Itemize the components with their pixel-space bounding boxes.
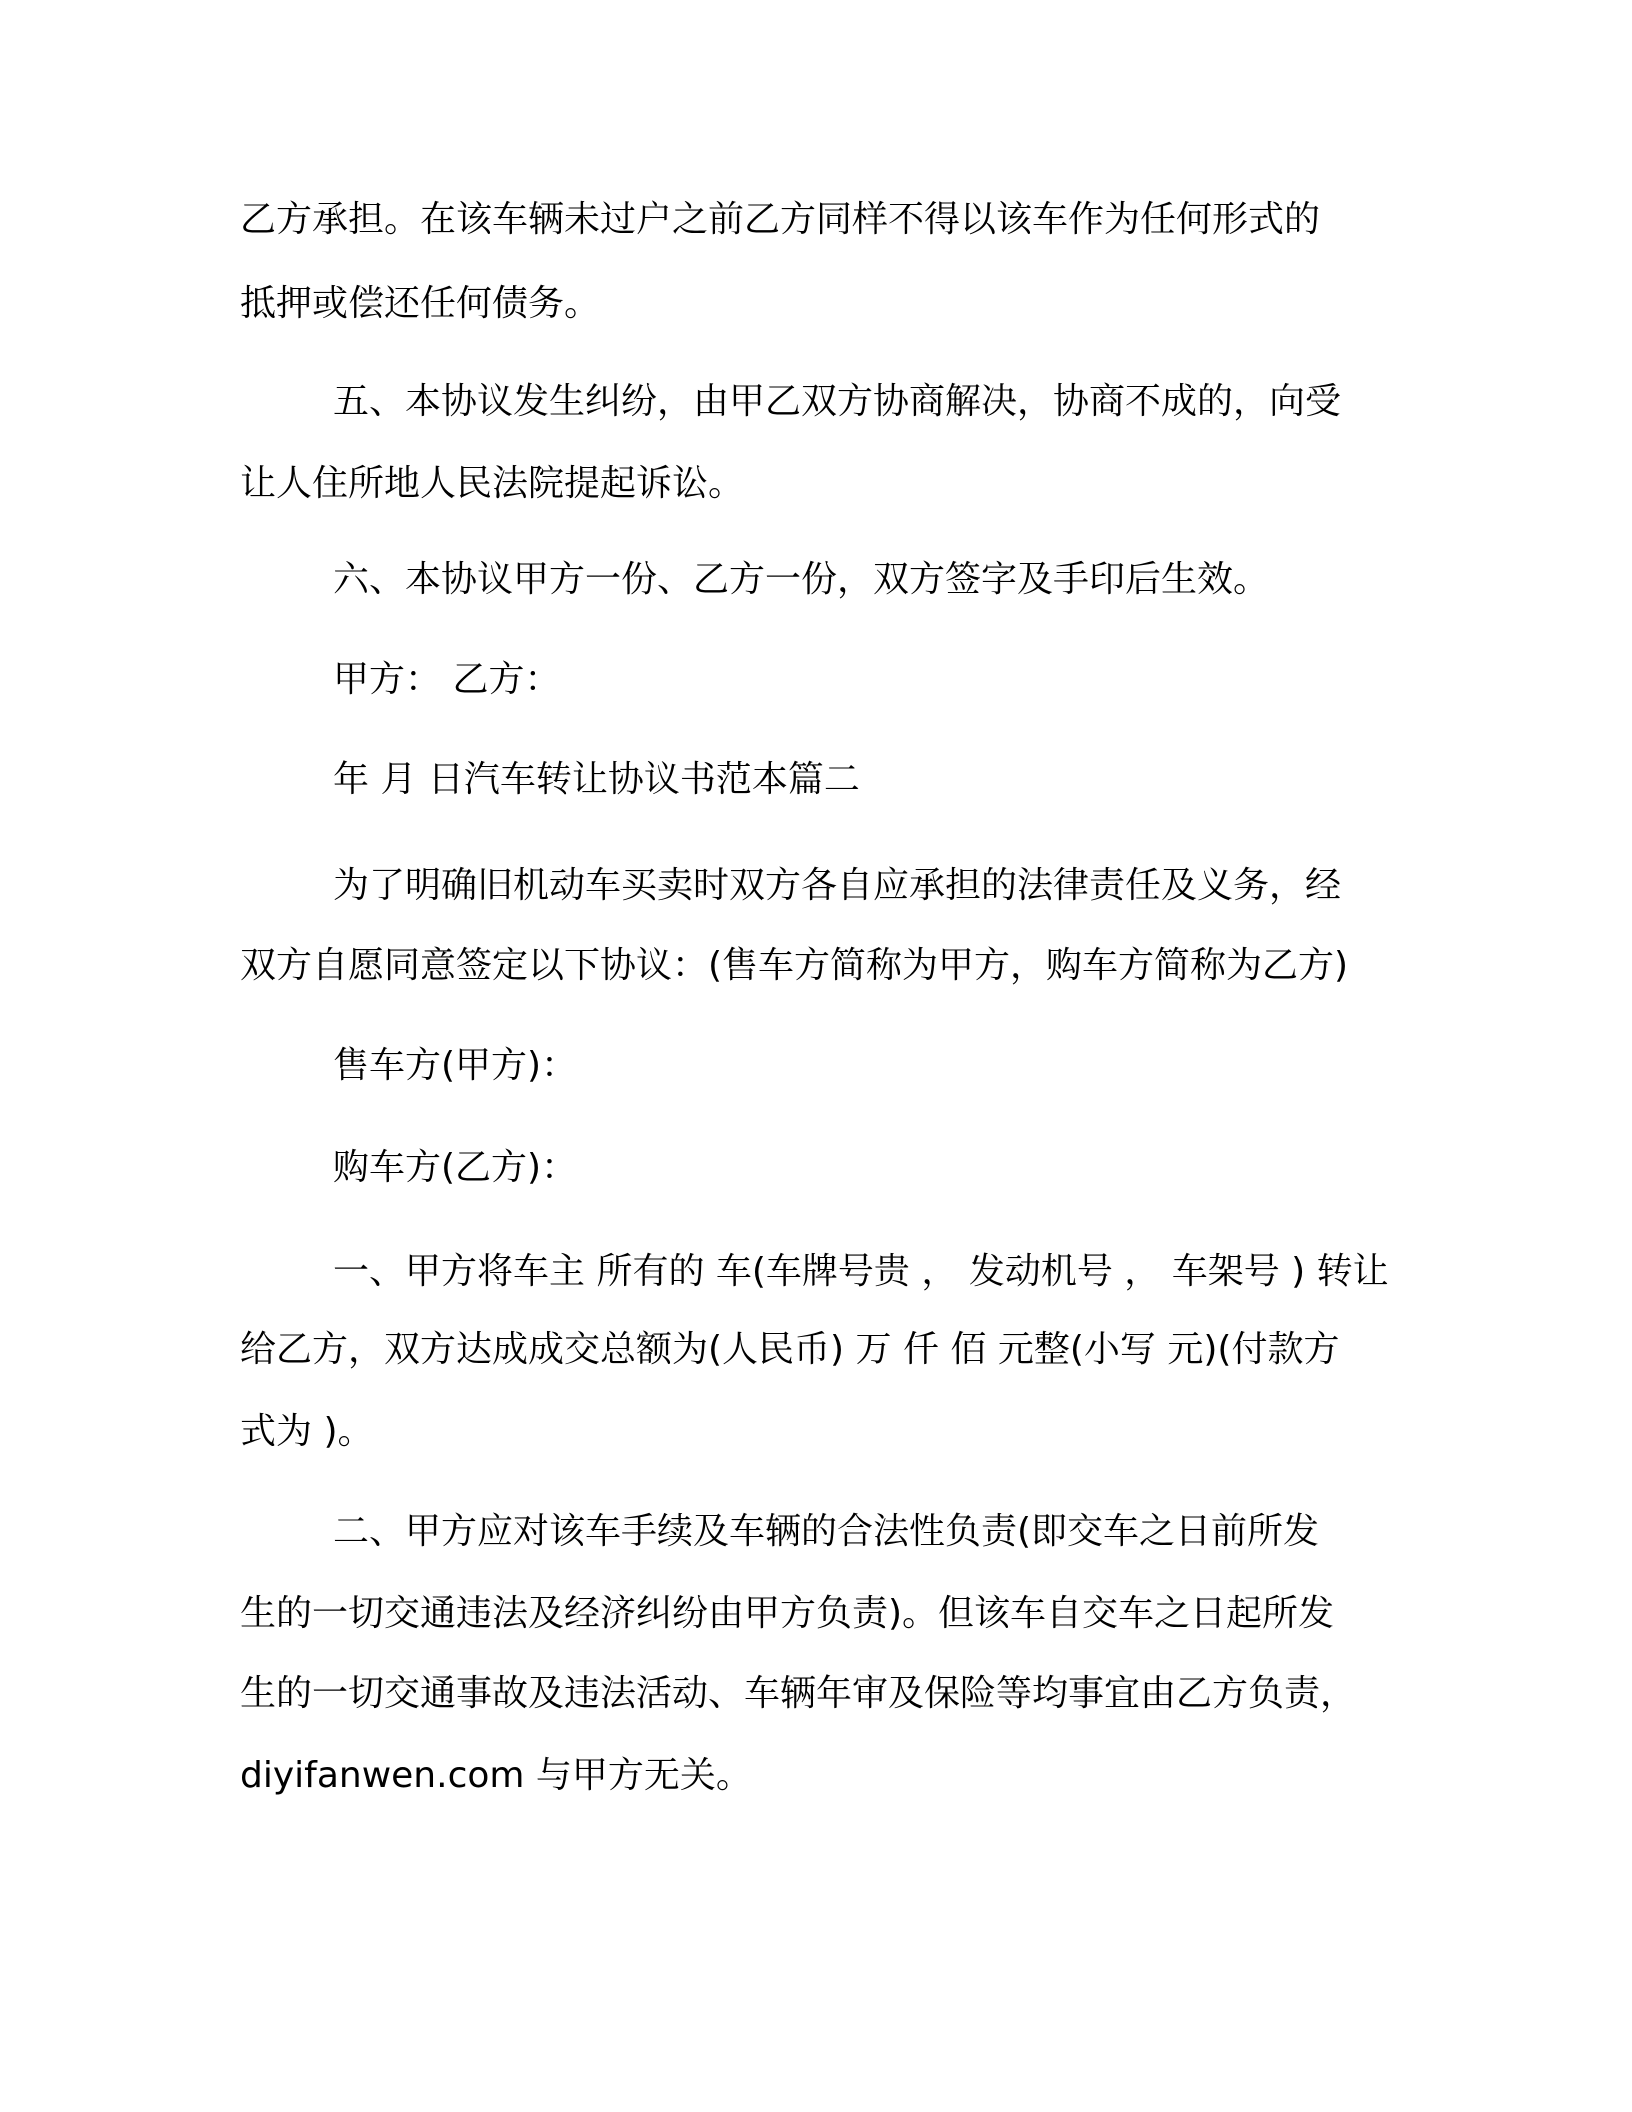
paragraph-6-line: 六、本协议甲方一份、乙方一份，双方签字及手印后生效。 (333, 559, 1270, 600)
text-line: 式为 )。 (240, 1411, 374, 1452)
paragraph-5-line: 五、本协议发生纠纷，由甲乙双方协商解决，协商不成的，向受 (333, 381, 1342, 422)
text-line: 双方自愿同意签定以下协议：(售车方简称为甲方，购车方简称为乙方) (240, 945, 1349, 986)
seller-line: 售车方(甲方)： (333, 1045, 578, 1086)
text-line: 乙方承担。在该车辆未过户之前乙方同样不得以该车作为任何形式的 (240, 199, 1321, 240)
clause-2-line: 二、甲方应对该车手续及车辆的合法性负责(即交车之日前所发 (333, 1511, 1320, 1552)
text-line: 让人住所地人民法院提起诉讼。 (240, 463, 745, 504)
text-line: 抵押或偿还任何债务。 (240, 283, 601, 324)
signature-parties-line: 甲方： 乙方： (333, 659, 561, 700)
text-line: diyifanwen.com 与甲方无关。 (240, 1755, 752, 1796)
text-line: 给乙方，双方达成成交总额为(人民币) 万 仟 佰 元整(小写 元)(付款方 (240, 1329, 1340, 1370)
preamble-line: 为了明确旧机动车买卖时双方各自应承担的法律责任及义务，经 (333, 865, 1342, 906)
clause-1-line: 一、甲方将车主 所有的 车(车牌号贵 ， 发动机号 ， 车架号 ) 转让 (333, 1251, 1389, 1292)
text-line: 生的一切交通违法及经济纠纷由甲方负责)。但该车自交车之日起所发 (240, 1593, 1335, 1634)
date-and-section-title: 年 月 日汽车转让协议书范本篇二 (333, 759, 860, 800)
buyer-line: 购车方(乙方)： (333, 1147, 578, 1188)
text-line: 生的一切交通事故及违法活动、车辆年审及保险等均事宜由乙方负责， (240, 1673, 1357, 1714)
